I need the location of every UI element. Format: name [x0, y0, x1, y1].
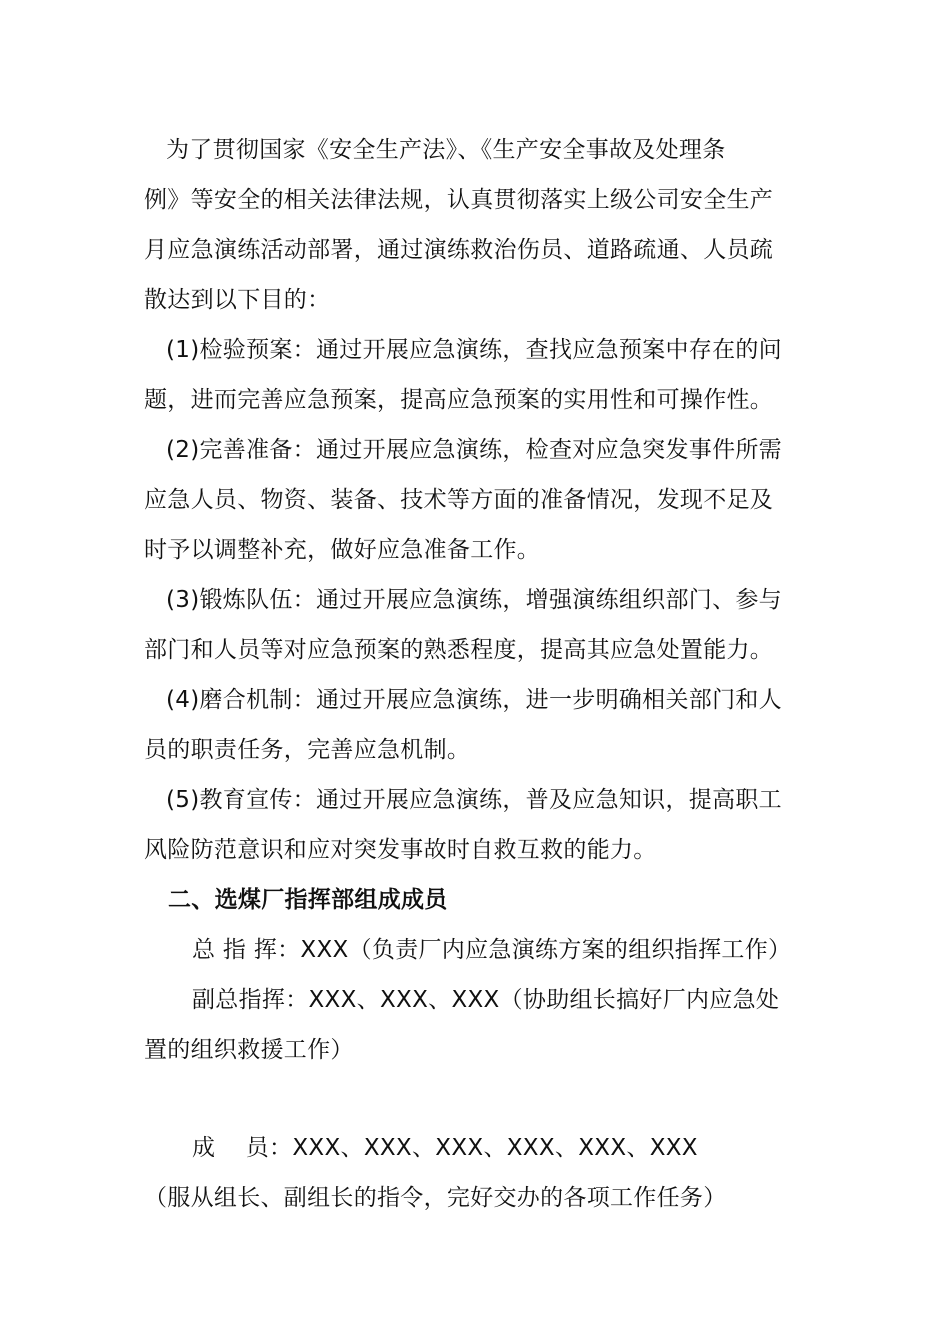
- purpose-3-line-1: (3)锻炼队伍：通过开展应急演练，增强演练组织部门、参与: [166, 587, 782, 613]
- commander-line: 总 指 挥：XXX（负责厂内应急演练方案的组织指挥工作）: [192, 937, 792, 963]
- purpose-2-line-2: 应急人员、物资、装备、技术等方面的准备情况，发现不足及: [144, 487, 774, 513]
- purpose-2-line-3: 时予以调整补充，做好应急准备工作。: [144, 537, 541, 563]
- purpose-5-line-1: (5)教育宣传：通过开展应急演练，普及应急知识，提高职工: [166, 787, 782, 813]
- purpose-1-line-2: 题，进而完善应急预案，提高应急预案的实用性和可操作性。: [144, 387, 774, 413]
- intro-line-4: 散达到以下目的：: [144, 287, 331, 313]
- purpose-2-line-1: (2)完善准备：通过开展应急演练，检查对应急突发事件所需: [166, 437, 782, 463]
- section-heading: 二、选煤厂指挥部组成成员: [168, 887, 448, 913]
- deputy-line-1: 副总指挥：XXX、XXX、XXX（协助组长搞好厂内应急处: [192, 987, 780, 1013]
- members-line-2: （服从组长、副组长的指令，完好交办的各项工作任务）: [144, 1185, 727, 1211]
- intro-line-2: 例》等安全的相关法律法规，认真贯彻落实上级公司安全生产: [144, 187, 774, 213]
- members-line-1: 成 员：XXX、XXX、XXX、XXX、XXX、XXX: [192, 1135, 698, 1161]
- intro-line-1: 为了贯彻国家《安全生产法》、《生产安全事故及处理条: [166, 137, 726, 163]
- purpose-4-line-2: 员的职责任务，完善应急机制。: [144, 737, 471, 763]
- purpose-4-line-1: (4)磨合机制：通过开展应急演练，进一步明确相关部门和人: [166, 687, 782, 713]
- purpose-1-line-1: (1)检验预案：通过开展应急演练，查找应急预案中存在的问: [166, 337, 782, 363]
- deputy-line-2: 置的组织救援工作）: [144, 1037, 354, 1063]
- purpose-3-line-2: 部门和人员等对应急预案的熟悉程度，提高其应急处置能力。: [144, 637, 774, 663]
- intro-line-3: 月应急演练活动部署，通过演练救治伤员、道路疏通、人员疏: [144, 237, 774, 263]
- purpose-5-line-2: 风险防范意识和应对突发事故时自救互救的能力。: [144, 837, 657, 863]
